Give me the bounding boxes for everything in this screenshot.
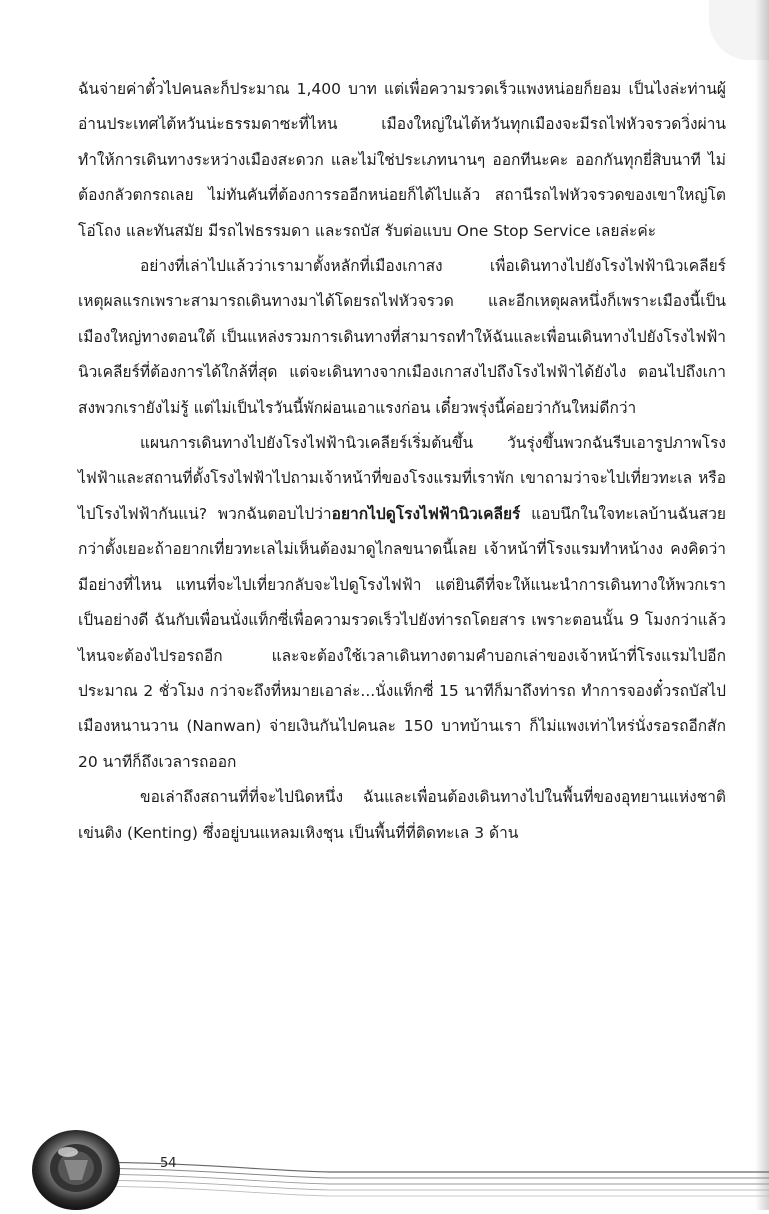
paragraph-3 (78, 426, 726, 780)
paragraph-1: ฉันจ่ายค่าตั๋วไปคนละก็ประมาณ 1,400 บาท แต่เพื่อความรวดเร็วแพงหน่อยก็ยอม เป็นไงล่ะท่านผู้อ่านประเทศไต้หวันน่ะธรรมดาซะที่ไหน เมืองใหญ่ในไต้หวันทุกเมืองจะมีรถไฟหัวจรวดวิ่งผ่าน ทำให้การเดินทางระหว่างเมืองสะดวก และไม่ใช่ประเภทนานๆ ออกทีนะคะ ออกกันทุกยี่สิบนาที ไม่ต้องกลัวตกรถเลย ไม่ทันคันที่ต้องการรออีกหน่อยก็ได้ไปแล้ว สถานีรถไฟหัวจรวดของเขาใหญ่โตโอ่โถง และทันสมัย มีรถไฟธรรมดา และรถบัส รับต่อแบบ One Stop Service เลยล่ะค่ะ (78, 80, 726, 240)
paragraph-3-bold: อยากไปดูโรงไฟฟ้านิวเคลียร์ (331, 504, 521, 523)
body-text (78, 72, 726, 851)
paragraph-2: อย่างที่เล่าไปแล้วว่าเรามาตั้งหลักที่เมืองเกาสง เพื่อเดินทางไปยังโรงไฟฟ้านิวเคลียร์ เหตุผลแรกเพราะสามารถเดินทางมาได้โดยรถไฟหัวจรวด และอีกเหตุผลหนึ่งก็เพราะเมืองนี้เป็นเมืองใหญ่ทางตอนใต้ เป็นแหล่งรวมการเดินทางที่สามารถทำให้ฉันและเพื่อนเดินทางไปยังโรงไฟฟ้านิวเคลียร์ที่ต้องการได้ใกล้ที่สุด แต่จะเดินทางจากเมืองเกาสงไปถึงโรงไฟฟ้าได้ยังไง ตอนไปถึงเกาสงพวกเรายังไม่รู้ แต่ไม่เป็นไรวันนี้พักผ่อนเอาแรงก่อน เดี๋ยวพรุ่งนี้ค่อยว่ากันใหม่ดีกว่า (78, 257, 726, 417)
page-edge-shadow (755, 0, 769, 1210)
paragraph-3-part-1: แผนการเดินทางไปยังโรงไฟฟ้านิวเคลียร์เริ่มต้นขึ้น วันรุ่งขึ้นพวกฉันรีบเอารูปภาพโรงไฟฟ้าและสถานที่ตั้งโรงไฟฟ้าไปถามเจ้าหน้าที่ของโรงแรมที่เราพัก เขาถามว่าจะไปเที่ยวทะเล หรือไปโรงไฟฟ้ากันแน่? พวกฉันตอบไปว่า (78, 434, 726, 523)
paragraph-4: ขอเล่าถึงสถานที่ที่จะไปนิดหนึ่ง ฉันและเพื่อนต้องเดินทางไปในพื้นที่ของอุทยานแห่งชาติเข่นติง (Kenting) ซึ่งอยู่บนแหลมเหิงชุน เป็นพื้นที่ที่ติดทะเล 3 ด้าน (78, 788, 726, 842)
page-number: 54 (160, 1156, 177, 1171)
emblem-icon (28, 1118, 124, 1214)
paragraph-3-part-2: แอบนึกในใจทะเลบ้านฉันสวยกว่าตั้งเยอะถ้าอยากเที่ยวทะเลไม่เห็นต้องมาดูไกลขนาดนี้เลย เจ้าหน้าที่โรงแรมทำหน้างง คงคิดว่ามีอย่างที่ไหน แทนที่จะไปเที่ยวกลับจะไปดูโรงไฟฟ้า แต่ยินดีที่จะให้แนะนำการเดินทางให้พวกเราเป็นอย่างดี ฉันกับเพื่อนนั่งแท็กซี่เพื่อความรวดเร็วไปยังท่ารถโดยสาร เพราะตอนนั้น 9 โมงกว่าแล้ว ไหนจะต้องไปรอรถอีก และจะต้องใช้เวลาเดินทางตามคำบอกเล่าของเจ้าหน้าที่โรงแรมไปอีกประมาณ 2 ชั่วโมง กว่าจะถึงที่หมายเอาล่ะ...นั่งแท็กซี่ 15 นาทีก็มาถึงท่ารถ ทำการจองตั๋วรถบัสไปเมืองหนานวาน (Nanwan) จ่ายเงินกันไปคนละ 150 บาทบ้านเรา ก็ไม่แพงเท่าไหร่นั่งรอรถอีกสัก 20 นาทีก็ถึงเวลารถออก (78, 504, 726, 771)
